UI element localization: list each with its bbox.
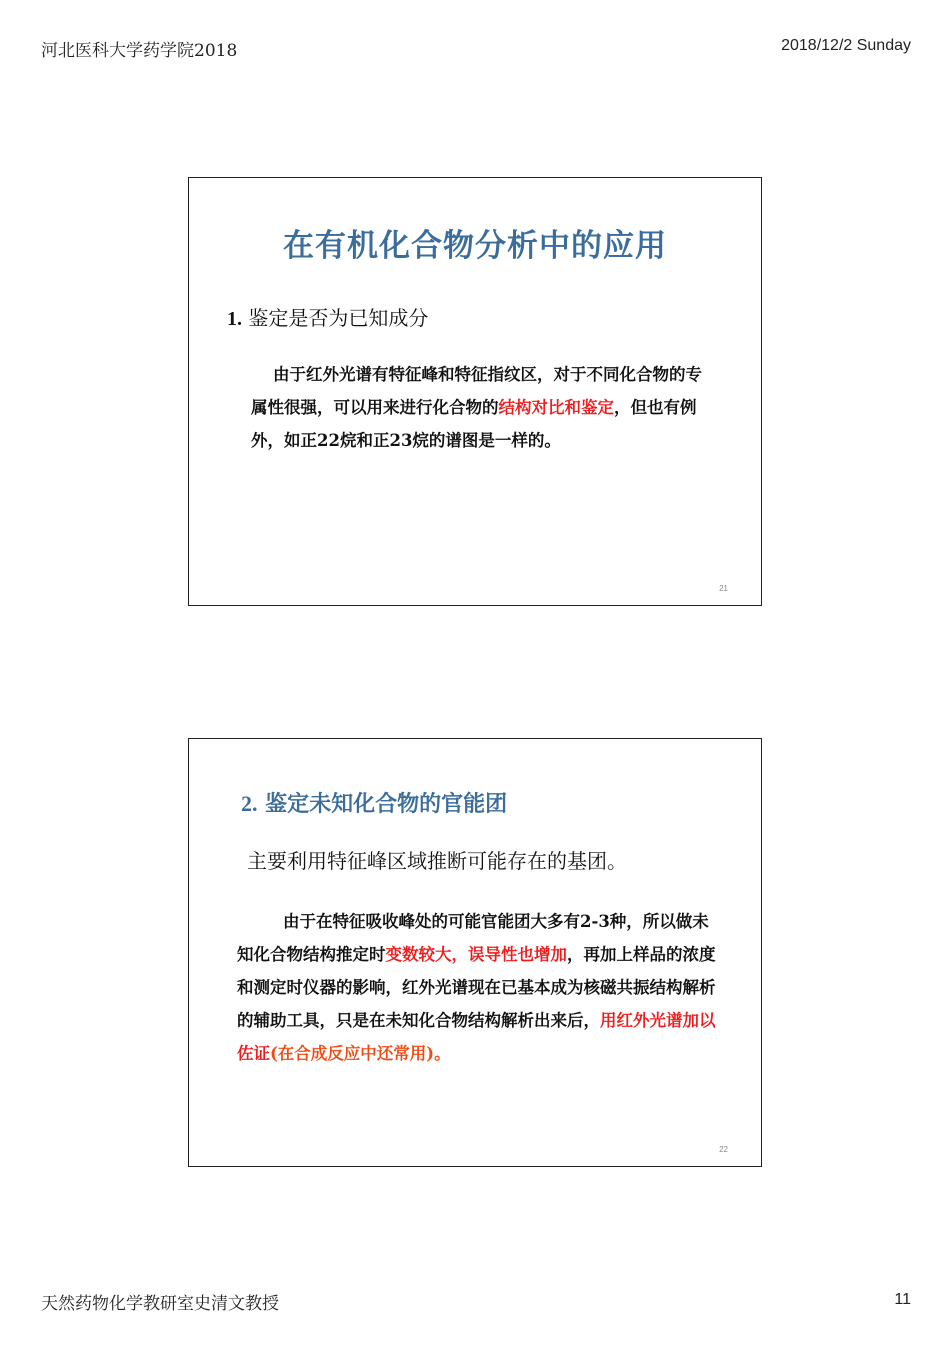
slide-subhead xyxy=(227,302,428,331)
title-number: 2. xyxy=(241,791,258,816)
subhead-text: 鉴定是否为已知成分 xyxy=(248,306,429,330)
slide-subhead: 主要利用特征峰区域推断可能存在的基团。 xyxy=(247,849,627,873)
page-footer-author: 天然药物化学教研室史清文教授 xyxy=(41,1294,279,1314)
page-footer-number: 11 xyxy=(894,1291,911,1308)
paragraph-text-1: 由于在特征吸收峰处的可能官能团大多有2-3种，所以做未知化合物结构推定时 xyxy=(237,912,709,964)
subhead-number: 1. xyxy=(227,308,242,330)
title-text: 鉴定未知化合物的官能团 xyxy=(265,792,508,817)
slide-page-number: 22 xyxy=(719,1145,728,1154)
paragraph-text-2: ，但也有例外，如正22烷和正23烷的谱图是一样的。 xyxy=(251,398,697,450)
paragraph-text-1: 由于红外光谱有特征峰和特征指纹区，对于不同化合物的专属性很强，可以用来进行化合物的 xyxy=(251,365,702,417)
slide-21 xyxy=(188,177,762,606)
slide-paragraph xyxy=(251,358,706,457)
paragraph-highlight-2: 用红外光谱加以佐证 xyxy=(237,1011,716,1063)
page-header-date: 2018/12/2 Sunday xyxy=(781,37,911,54)
slide-title xyxy=(241,787,507,818)
slide-paragraph xyxy=(237,905,723,1070)
slide-22 xyxy=(188,738,762,1167)
slide-title: 在有机化合物分析中的应用 xyxy=(283,228,667,264)
paragraph-highlight: 结构对比和鉴定 xyxy=(498,398,614,417)
paragraph-highlight-3: (在合成反应中还常用)。 xyxy=(270,1044,451,1063)
paragraph-highlight-1: 变数较大，误导性也增加 xyxy=(385,945,567,964)
page-header-institution: 河北医科大学药学院2018 xyxy=(41,41,238,61)
paragraph-text-2: ，再加上样品的浓度和测定时仪器的影响，红外光谱现在已基本成为核磁共振结构解析的辅助工具，只是在未知化合物结构解析出来后， xyxy=(237,945,716,1030)
slide-page-number: 21 xyxy=(719,584,728,593)
